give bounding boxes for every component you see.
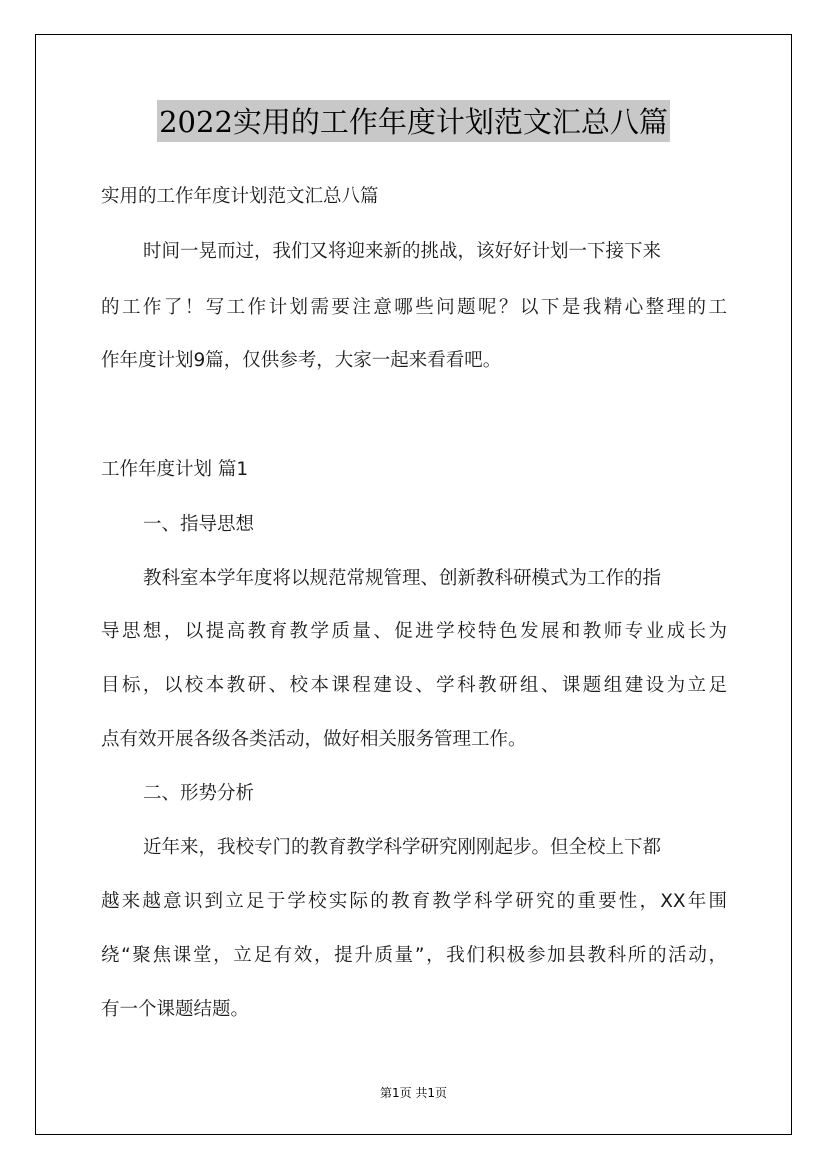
part1-line-1: 教科室本学年度将以规范常规管理、创新教科研模式为工作的指 (143, 568, 662, 589)
part1-line-4: 点有效开展各级各类活动，做好相关服务管理工作。 (101, 729, 527, 750)
title-container (0, 100, 827, 142)
part1-heading: 一、指导思想 (143, 514, 255, 535)
part2-heading: 二、形势分析 (143, 783, 255, 804)
part2-line-3: 绕“聚焦课堂，立足有效，提升质量”，我们积极参加县教科所的活动， (101, 945, 727, 966)
document-title: 2022实用的工作年度计划范文汇总八篇 (157, 100, 670, 142)
part2-line-2: 越来越意识到立足于学校实际的教育教学科学研究的重要性，XX年围 (101, 891, 727, 912)
intro-line-1: 时间一晃而过，我们又将迎来新的挑战，该好好计划一下接下来 (143, 241, 662, 262)
part1-line-2: 导思想，以提高教育教学质量、促进学校特色发展和教师专业成长为 (101, 621, 727, 642)
part2-line-1: 近年来，我校专门的教育教学科学研究刚刚起步。但全校上下都 (143, 837, 662, 858)
page-footer: 第1页 共1页 (379, 1086, 448, 1100)
part2-line-4: 有一个课题结题。 (101, 999, 250, 1020)
section-heading: 工作年度计划 篇1 (101, 459, 249, 480)
intro-line-2: 的工作了！写工作计划需要注意哪些问题呢？以下是我精心整理的工 (101, 297, 727, 318)
document-subtitle: 实用的工作年度计划范文汇总八篇 (101, 186, 379, 207)
part1-line-3: 目标，以校本教研、校本课程建设、学科教研组、课题组建设为立足 (101, 675, 727, 696)
intro-line-3: 作年度计划9篇，仅供参考，大家一起来看看吧。 (101, 350, 502, 371)
